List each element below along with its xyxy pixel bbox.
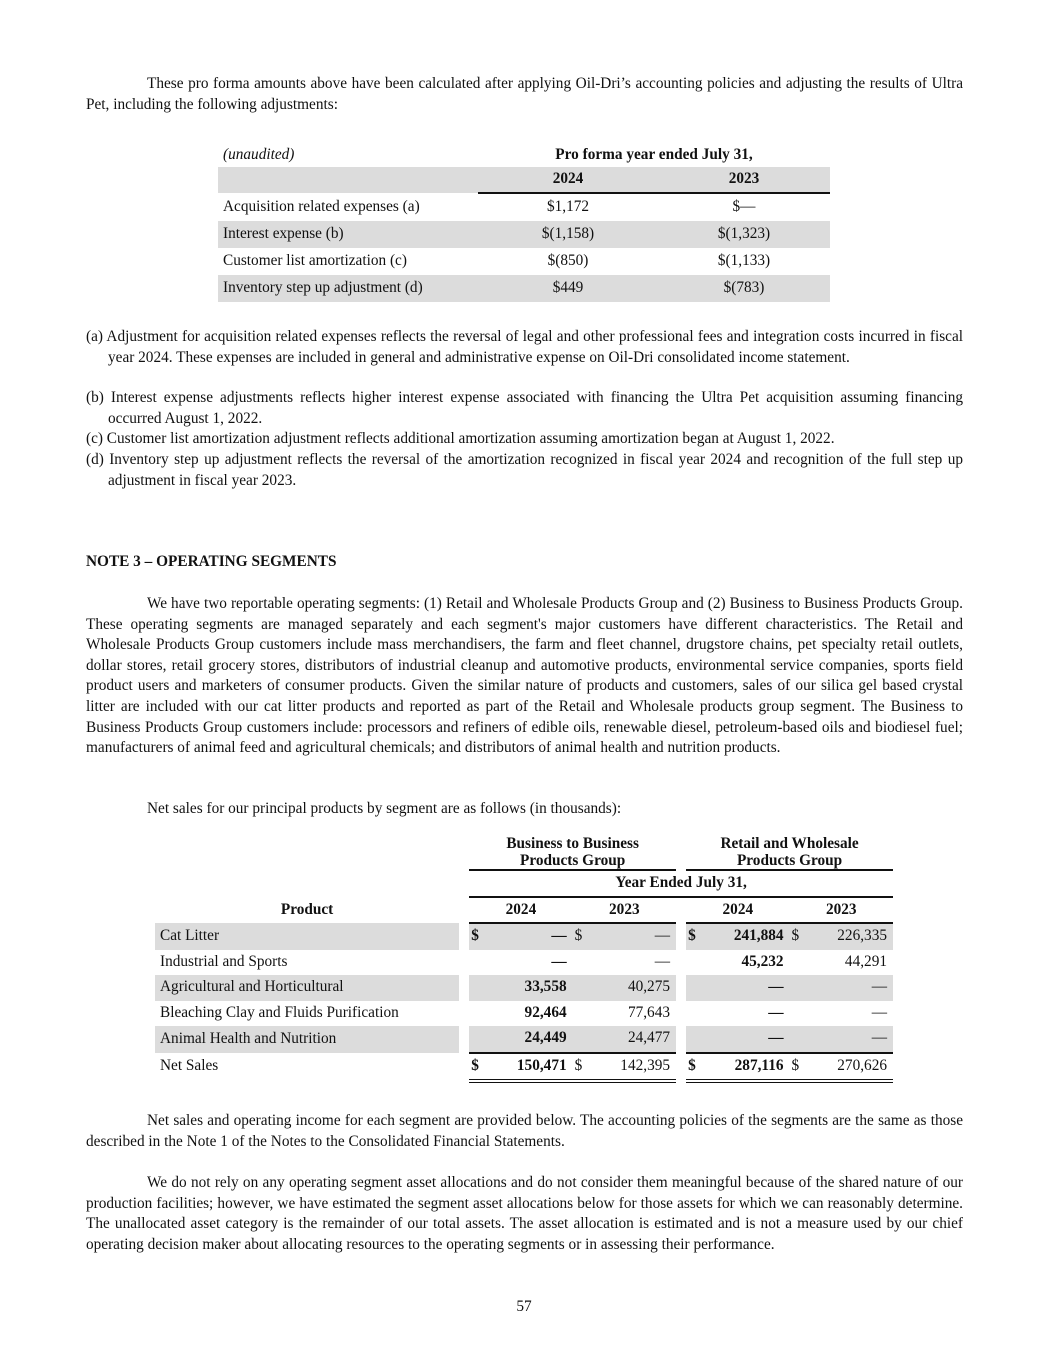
pro-forma-header: Pro forma year ended July 31, — [555, 145, 753, 163]
table-row: Cat Litter $ — $ — $ 241,884 $ 226,335 — [155, 923, 893, 950]
table-row: Customer list amortization (c) $(850) $(1,133) — [223, 252, 771, 270]
product-header: Product — [280, 900, 334, 918]
table-row: Agricultural and Horticultural 33,558 40,275 — — — [155, 975, 893, 1001]
year-header-2024: 2024 — [478, 167, 658, 193]
pro-forma-table — [218, 143, 830, 302]
footnote-c: (c) Customer list amortization adjustment reflects additional amortization assuming amortization began at August 1, 2022. — [86, 430, 835, 447]
segments-paragraph: Net sales and operating income for each segment are provided below. The accounting policies of the segments are the same as those described in the Note 1 of the Notes to the Consolidated Financial Statements. — [86, 1112, 963, 1150]
footnote-a: (a) Adjustment for acquisition related expenses reflects the reversal of legal and other professional fees and integration costs incurred in fiscal year 2024. These expenses are included in general and administrative expense on Oil-Dri consolidated income statement. — [86, 328, 963, 366]
group-header-retail-wholesale: Retail and Wholesale Products Group — [686, 833, 893, 870]
footnote-b: (b) Interest expense adjustments reflects higher interest expense associated with financing the Ultra Pet acquisition assuming financing occurred August 1, 2022. — [86, 389, 963, 427]
table-row: Bleaching Clay and Fluids Purification 92,464 77,643 — — — [160, 1003, 887, 1021]
year-header: 2024 — [686, 897, 789, 923]
year-header: 2023 — [790, 897, 893, 923]
year-header: 2023 — [573, 897, 676, 923]
page-number: 57 — [516, 1298, 532, 1315]
footnote-d: (d) Inventory step up adjustment reflects the reversal of the amortization recognized in fiscal year 2024 and recognition of the full step up adjustment in fiscal year 2023. — [86, 451, 963, 489]
table-row-total: Net Sales $ 150,471 $ 142,395 $ 287,116 $ 270,626 — [155, 1053, 893, 1082]
note3-heading: NOTE 3 – OPERATING SEGMENTS — [86, 553, 337, 570]
table-row: Interest expense (b) $(1,158) $(1,323) — [218, 221, 830, 248]
segment-net-sales-table — [155, 833, 893, 1083]
intro-paragraph: These pro forma amounts above have been calculated after applying Oil-Dri’s accounting policies and adjusting the results of Ultra Pet, including the following adjustments: — [86, 75, 963, 113]
note3-paragraph: We have two reportable operating segments: (1) Retail and Wholesale Products Group and (2) Business to Business Products Group. These operating segments are managed separately and each segment's major customers have different characteristics. The Retail and Wholesale Products Group customers include mass merchandisers, the farm and fleet channel, drugstore chains, pet specialty retail outlets, dollar stores, retail grocery stores, distributors of industrial cleanup and automotive products, environmental service companies, sports field product users and marketers of consumer products. Given the similar nature of products and customers, sales of our silica gel based crystal litter are included with our cat litter products and reported as part of the Retail and Wholesale products group segment. The Business to Business Products Group customers include: processors and refiners of edible oils, renewable diesel, petroleum-based oils and biodiesel fuel; manufacturers of animal feed and agricultural chemicals; and distributors of animal health and nutrition products. — [86, 595, 963, 757]
period-header: Year Ended July 31, — [469, 870, 893, 897]
table-intro: Net sales for our principal products by segment are as follows (in thousands): — [147, 800, 622, 817]
table-row: Acquisition related expenses (a) $1,172 $— — [223, 197, 756, 216]
asset-allocation-paragraph: We do not rely on any operating segment asset allocations and do not consider them meaningful because of the shared nature of our production facilities; however, we have estimated the segment asset allocations below for those assets for which we can reasonably determine. The unallocated asset category is the remainder of our total assets. The asset allocation is estimated and is not a measure used by our chief operating decision maker about allocating resources to the operating segments or in assessing their performance. — [86, 1174, 963, 1253]
year-header-2023: 2023 — [658, 167, 830, 193]
table-row: Animal Health and Nutrition 24,449 24,477 — — — [155, 1026, 893, 1053]
table-row: Industrial and Sports — — 45,232 44,291 — [160, 952, 887, 970]
year-header: 2024 — [469, 897, 572, 923]
table-row: Inventory step up adjustment (d) $449 $(783) — [218, 275, 830, 302]
group-header-b2b: Business to Business Products Group — [469, 833, 676, 870]
unaudited-label: (unaudited) — [223, 145, 295, 163]
